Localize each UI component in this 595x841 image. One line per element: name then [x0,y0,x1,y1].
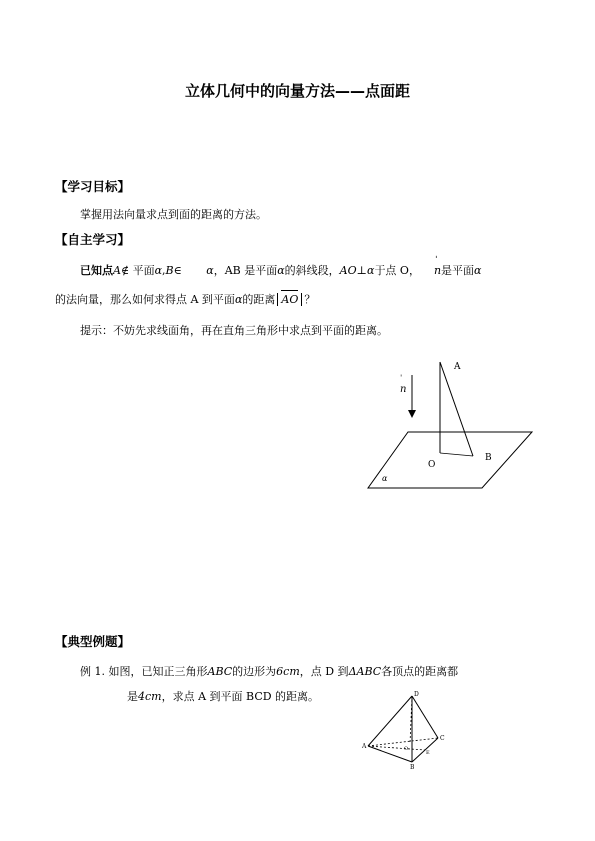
alpha-symbol: α [206,264,214,277]
label-b: B [410,764,415,770]
point-b: B [165,264,174,277]
ex1-text-3: ，点 D 到 [299,665,349,678]
oblique-ab [440,362,473,456]
edge-ac [368,738,438,746]
self-study-line-1 [80,256,482,278]
hint-text: 提示：不妨先求线面角，再在直角三角形中求点到平面的距离。 [80,324,388,337]
ex1-text-2: 的边形为 [232,665,277,678]
edge-dc [412,696,438,738]
known-label: 已知点 [80,264,113,277]
figure-oblique-segment [360,350,540,495]
label-b: B [485,453,492,463]
example-1-line-1 [80,663,458,679]
perp-symbol: ⊥ [356,264,367,277]
section-heading-goals: 【学习目标】 [55,179,131,194]
triangle-symbol-abc: ΔABC [348,665,382,678]
edge-da [368,696,412,746]
segment-ao: AO [339,264,357,277]
label-c: C [440,735,445,742]
plane-alpha [368,432,532,488]
line2-text: 的法向量，那么如何求得点 A 到平面 [55,293,235,306]
vector-mark: ˈ [400,374,403,383]
normal-vector-n: ˈ n [433,256,442,277]
label-d: D [414,691,419,698]
alpha-symbol: α [277,264,285,277]
not-in-symbol: ∉ 平面 [120,264,155,277]
alpha-symbol: α [474,264,482,277]
vector-ao-abs: AO [277,293,302,306]
side-length: 6cm [276,665,300,678]
label-n: n [400,384,407,395]
ex1-text-6: ，求点 A 到平面 BCD 的距离。 [161,690,320,703]
page-title: 立体几何中的向量方法——点面距 [184,82,410,100]
question-mark: ？ [304,293,316,306]
self-study-line-2 [55,291,315,307]
distance-text: 的距离 [242,293,276,306]
example-1-line-2 [127,688,319,704]
label-e: E [426,750,430,756]
alpha-symbol: α [234,293,243,306]
ex1-text-4: 各顶点的距离都 [381,665,459,678]
arrow-head-icon [408,410,416,418]
point-a: A [113,264,121,277]
figure-tetrahedron [360,688,450,770]
alpha-symbol: α [367,264,375,277]
label-a: A [362,743,367,750]
foot-text: 于点 O， [374,264,420,277]
segment-ob [440,453,473,456]
distance-length: 4cm [138,690,162,703]
oblique-text: ，AB 是平面 [213,264,278,277]
triangle-abc: ABC [207,665,233,678]
normal-text: 是平面 [441,264,475,277]
goals-text: 掌握用法向量求点到面的距离的方法。 [80,208,267,221]
alpha-symbol: α [154,264,163,277]
ex1-text-5: 是 [127,690,138,703]
ex1-text-1: 例 1. 如图，已知正三角形 [80,665,208,678]
comma: , [162,264,166,277]
label-o: O [404,746,409,752]
oblique-text-2: 的斜线段， [284,264,340,277]
label-alpha: α [382,474,388,483]
section-heading-examples: 【典型例题】 [55,634,131,649]
in-symbol: ∈ [173,264,182,277]
label-o: O [428,460,436,470]
label-a: A [454,362,461,372]
section-heading-self-study: 【自主学习】 [55,232,131,247]
